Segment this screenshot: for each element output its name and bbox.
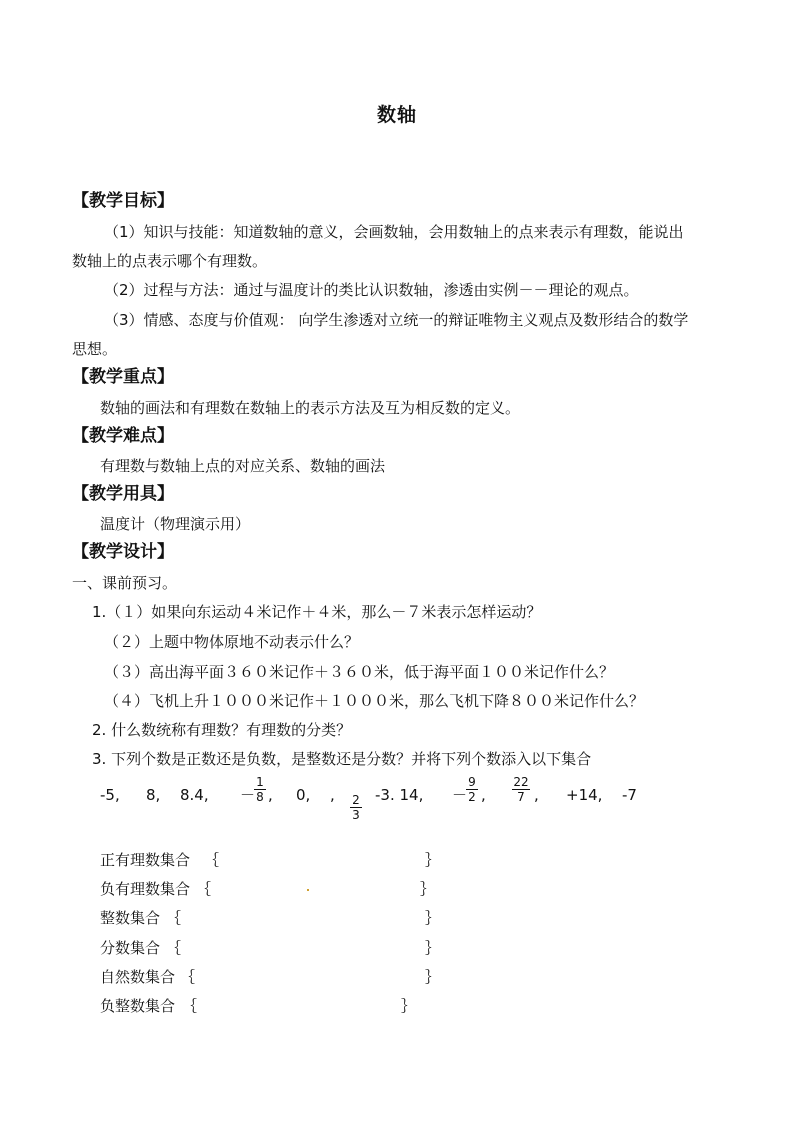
fraction-9-2-comma: , bbox=[481, 786, 486, 804]
objectives-heading: 【教学目标】 bbox=[72, 191, 174, 211]
set-negative-rational-label: 负有理数集合 bbox=[100, 880, 191, 898]
question-1-3: （３）高出海平面３６０米记作＋３６０米，低于海平面１００米记作什么？ bbox=[104, 663, 615, 681]
tools-text: 温度计（物理演示用） bbox=[100, 515, 251, 533]
set-negative-integer-close: ｝ bbox=[401, 997, 417, 1015]
objectives-paragraph-3-cont: 思想。 bbox=[72, 340, 118, 358]
objectives-paragraph-1-cont: 数轴上的点表示哪个有理数。 bbox=[72, 252, 268, 270]
set-fraction-open: ｛ bbox=[166, 939, 182, 957]
design-heading: 【教学设计】 bbox=[72, 542, 174, 562]
set-positive-rational-close: ｝ bbox=[425, 851, 441, 869]
fraction-1-8-denominator: 8 bbox=[256, 790, 264, 804]
fraction-22-7-denominator: 7 bbox=[517, 790, 525, 804]
set-positive-rational-open: ｛ bbox=[204, 851, 220, 869]
set-natural-open: ｛ bbox=[180, 968, 196, 986]
objectives-paragraph-2: （2）过程与方法：通过与温度计的类比认识数轴，渗透由实例－－理论的观点。 bbox=[104, 281, 639, 299]
fraction-9-2-denominator: 2 bbox=[468, 790, 476, 804]
fraction-9-2 bbox=[466, 775, 478, 804]
fraction-1-8 bbox=[254, 775, 266, 804]
difficulties-text: 有理数与数轴上点的对应关系、数轴的画法 bbox=[100, 457, 386, 475]
fraction-1-8-comma: , bbox=[268, 786, 273, 804]
number-neg5: -5, bbox=[100, 786, 120, 804]
fraction-2-3-numerator: 2 bbox=[350, 793, 362, 808]
fraction-neg-1-8-sign: － bbox=[240, 786, 256, 804]
keypoints-heading: 【教学重点】 bbox=[72, 367, 174, 387]
objectives-paragraph-1: （1）知识与技能：知道数轴的意义，会画数轴，会用数轴上的点来表示有理数，能说出 bbox=[104, 223, 684, 241]
objectives-paragraph-3: （3）情感、态度与价值观： 向学生渗透对立统一的辩证唯物主义观点及数形结合的数学 bbox=[104, 311, 689, 329]
fraction-2-3-comma: , bbox=[330, 786, 335, 804]
tools-heading: 【教学用具】 bbox=[72, 484, 174, 504]
number-8-4: 8.4, bbox=[180, 786, 209, 804]
section-preview: 一、课前预习。 bbox=[72, 574, 178, 592]
set-fraction-label: 分数集合 bbox=[100, 939, 161, 957]
number-neg7: -7 bbox=[622, 786, 637, 804]
fraction-2-3-denominator: 3 bbox=[352, 808, 360, 822]
set-natural-label: 自然数集合 bbox=[100, 968, 176, 986]
question-2: 2. 什么数统称有理数？有理数的分类？ bbox=[92, 721, 352, 739]
set-positive-rational-label: 正有理数集合 bbox=[100, 851, 191, 869]
number-0: 0, bbox=[296, 786, 311, 804]
fraction-22-7 bbox=[512, 775, 530, 804]
set-natural-close: ｝ bbox=[425, 968, 441, 986]
fraction-9-2-numerator: 9 bbox=[466, 775, 478, 790]
question-1-4: （４）飞机上升１０００米记作＋１０００米，那么飞机下降８００米记作什么？ bbox=[104, 692, 645, 710]
fraction-2-3 bbox=[350, 793, 362, 822]
stray-mark bbox=[307, 889, 309, 891]
set-integer-label: 整数集合 bbox=[100, 909, 161, 927]
difficulties-heading: 【教学难点】 bbox=[72, 426, 174, 446]
set-integer-close: ｝ bbox=[425, 909, 441, 927]
number-neg3-14: -3. 14, bbox=[375, 786, 424, 804]
set-fraction-close: ｝ bbox=[425, 939, 441, 957]
fraction-22-7-comma: , bbox=[534, 786, 539, 804]
question-1-1: 1.（１）如果向东运动４米记作＋４米，那么－７米表示怎样运动？ bbox=[92, 603, 542, 621]
set-integer-open: ｛ bbox=[166, 909, 182, 927]
set-negative-integer-open: ｛ bbox=[182, 997, 198, 1015]
number-8: 8, bbox=[146, 786, 161, 804]
set-negative-rational-open: ｛ bbox=[196, 880, 212, 898]
fraction-neg-9-2-sign: － bbox=[452, 786, 468, 804]
set-negative-integer-label: 负整数集合 bbox=[100, 997, 176, 1015]
page-title: 数轴 bbox=[376, 104, 417, 126]
fraction-22-7-numerator: 22 bbox=[513, 775, 529, 789]
number-plus14: +14, bbox=[566, 786, 603, 804]
set-negative-rational-close: ｝ bbox=[420, 880, 436, 898]
question-1-2: （２）上题中物体原地不动表示什么？ bbox=[104, 633, 360, 651]
fraction-1-8-numerator: 1 bbox=[254, 775, 266, 790]
keypoints-text: 数轴的画法和有理数在数轴上的表示方法及互为相反数的定义。 bbox=[100, 399, 521, 417]
question-3: 3. 下列个数是正数还是负数，是整数还是分数？并将下列个数添入以下集合 bbox=[92, 750, 592, 768]
